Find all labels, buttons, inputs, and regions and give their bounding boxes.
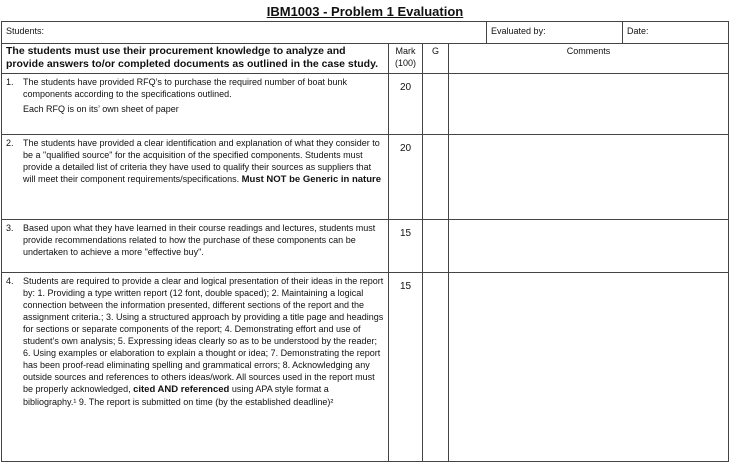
comments-cell[interactable]: [449, 220, 729, 273]
criterion-row: [2, 220, 729, 273]
grade-cell[interactable]: [423, 135, 449, 220]
criterion-number: 2.: [6, 138, 14, 148]
criterion-emphasis: cited AND referenced: [133, 384, 230, 395]
criterion-number: 4.: [6, 276, 14, 286]
criterion-description: [2, 74, 389, 135]
students-field[interactable]: Students:: [2, 22, 487, 44]
instructions-text: The students must use their procurement knowledge to analyze and provide answers to/or completed documents as outlined in the case study.: [2, 44, 389, 74]
criterion-text: The students have provided RFQ’s to purchase the required number of boat bunk components according to the specifications outlined.: [23, 77, 348, 99]
criterion-mark: 20: [389, 74, 423, 135]
criterion-mark: 15: [389, 220, 423, 273]
grade-column-header: G: [423, 44, 449, 74]
comments-cell[interactable]: [449, 273, 729, 462]
criterion-text-after: using APA style format a bibliography.¹ 9. The report is submitted on time (by the established deadline)²: [23, 384, 334, 407]
criterion-number: 3.: [6, 223, 14, 233]
comments-column-header: Comments: [449, 44, 729, 74]
mark-column-header: Mark (100): [389, 44, 423, 74]
criterion-emphasis: Must NOT be Generic in nature: [241, 174, 381, 185]
evaluated-by-field[interactable]: Evaluated by:: [487, 22, 623, 44]
criterion-row: [2, 74, 729, 135]
criterion-number: 1.: [6, 77, 14, 87]
column-header-row: [2, 44, 729, 74]
criterion-description: [2, 273, 389, 462]
criterion-description: [2, 220, 389, 273]
criterion-mark: 20: [389, 135, 423, 220]
date-field[interactable]: Date:: [623, 22, 729, 44]
criterion-description: [2, 135, 389, 220]
grade-cell[interactable]: [423, 220, 449, 273]
criterion-text: The students have provided a clear identification and explanation of what they consider to be a "qualified source" for the acquisition of the specified components. Students must provide a detailed list of criteria they have used to qualify their sources as suppliers that will meet their component requirements/specifications.: [23, 138, 380, 184]
grade-cell[interactable]: [423, 273, 449, 462]
comments-cell[interactable]: [449, 74, 729, 135]
criterion-subtext: Each RFQ is on its’ own sheet of paper: [23, 104, 179, 114]
evaluation-table: [1, 21, 729, 462]
criterion-row: [2, 273, 729, 462]
criterion-text: Students are required to provide a clear and logical presentation of their ideas in the report by: 1. Providing a type written report (12 font, double spaced); 2. Maintaining a logical connection between the information presented, different sections of the report and the assignment criteria.; 3. Using a structured approach by providing a title page and headings for sections or separate components of the report; 4. Demonstrating effort and use of student’s own analysis; 5. Expressing ideas clearly so as to be understood by the reader; 6. Using examples or elaboration to explain a thought or idea; 7. Demonstrating the report has been proof-read eliminating spelling and grammatical errors; 8. Acknowledging any outside sources and references to others ideas/work. All sources used in the report must be properly acknowledged,: [23, 276, 384, 394]
criterion-text: Based upon what they have learned in their course readings and lectures, students must provide recommendations related to how the purchase of these components can be undertaken to achieve a more "effective buy".: [23, 223, 376, 257]
criterion-row: [2, 135, 729, 220]
header-row: [2, 22, 729, 44]
form-title: IBM1003 - Problem 1 Evaluation: [266, 4, 464, 19]
grade-cell[interactable]: [423, 74, 449, 135]
comments-cell[interactable]: [449, 135, 729, 220]
criterion-mark: 15: [389, 273, 423, 462]
